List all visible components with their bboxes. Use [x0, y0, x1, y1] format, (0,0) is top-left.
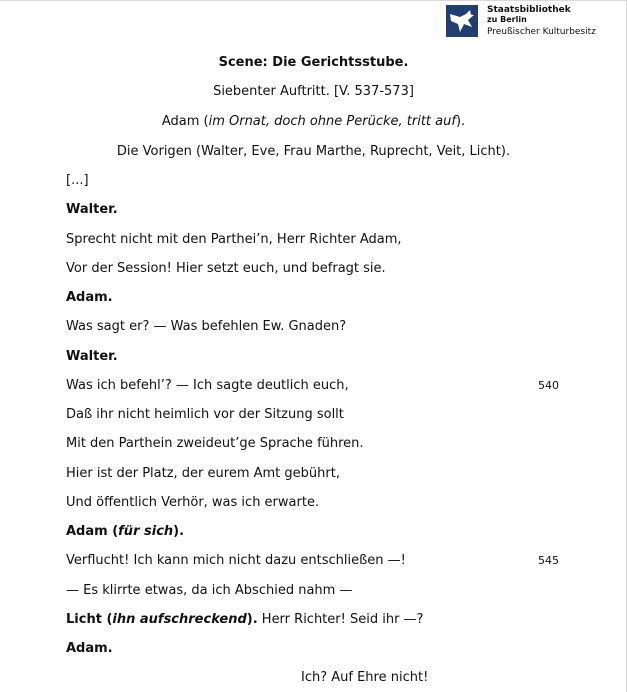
speaker-walter-2: Walter.: [66, 349, 118, 364]
speaker-licht-line: [66, 612, 423, 628]
stage-direction: für sich: [118, 524, 174, 539]
verse-line: — Es klirrte etwas, da ich Abschied nahm —: [66, 583, 353, 598]
adam-entrance-name: Adam (: [161, 114, 209, 129]
stage-direction: ihn aufschreckend: [112, 612, 247, 627]
logo-line-2: zu Berlin: [487, 15, 527, 24]
adam-entrance-close: ).: [455, 114, 466, 129]
ellipsis: [...]: [66, 173, 89, 188]
speaker-adam-3: Adam.: [66, 641, 113, 656]
logo-text: [487, 5, 596, 37]
auftritt-heading: Siebenter Auftritt. [V. 537-573]: [213, 84, 414, 99]
verse-number-545: 545: [538, 554, 559, 567]
adam-entrance: [0, 114, 627, 130]
eagle-emblem-icon: [446, 5, 478, 37]
verse-line: Was sagt er? — Was befehlen Ew. Gnaden?: [66, 319, 347, 334]
verse-line: Und öffentlich Verhör, was ich erwarte.: [66, 495, 320, 510]
speaker-adam-1: Adam.: [66, 290, 113, 305]
speaker-name: Licht (: [66, 612, 113, 627]
verse-line: Sprecht nicht mit den Parthei’n, Herr Richter Adam,: [66, 232, 402, 247]
logo-line-3: Preußischer Kulturbesitz: [487, 27, 596, 37]
verse-line: Herr Richter! Seid ihr —?: [257, 612, 424, 627]
speaker-name: Adam (: [66, 524, 119, 539]
verse-line: Mit den Parthein zweideut’ge Sprache führen.: [66, 436, 364, 451]
verse-line: Was ich befehl’? — Ich sagte deutlich euch,: [66, 378, 349, 393]
speaker-walter-1: Walter.: [66, 202, 118, 217]
top-border: [0, 0, 627, 1]
verse-line: Daß ihr nicht heimlich vor der Sitzung sollt: [66, 407, 344, 422]
verse-line: Vor der Session! Hier setzt euch, und befragt sie.: [66, 261, 386, 276]
speaker-adam-2: [66, 524, 184, 540]
scene-title: Scene: Die Gerichtsstube.: [218, 55, 409, 70]
verse-number-540: 540: [538, 379, 559, 392]
speaker-close: ).: [173, 524, 185, 539]
cast-list: Die Vorigen (Walter, Eve, Frau Marthe, Ruprecht, Veit, Licht).: [116, 144, 511, 159]
verse-line: Hier ist der Platz, der eurem Amt gebührt,: [66, 466, 340, 481]
verse-line: Verflucht! Ich kann mich nicht dazu entschließen —!: [66, 553, 406, 568]
speaker-close: ).: [246, 612, 258, 627]
logo-line-1: Staatsbibliothek: [487, 5, 571, 15]
library-logo: [446, 5, 596, 37]
verse-line: Ich? Auf Ehre nicht!: [301, 670, 429, 685]
adam-entrance-direction: im Ornat, doch ohne Perücke, tritt auf: [208, 114, 456, 129]
